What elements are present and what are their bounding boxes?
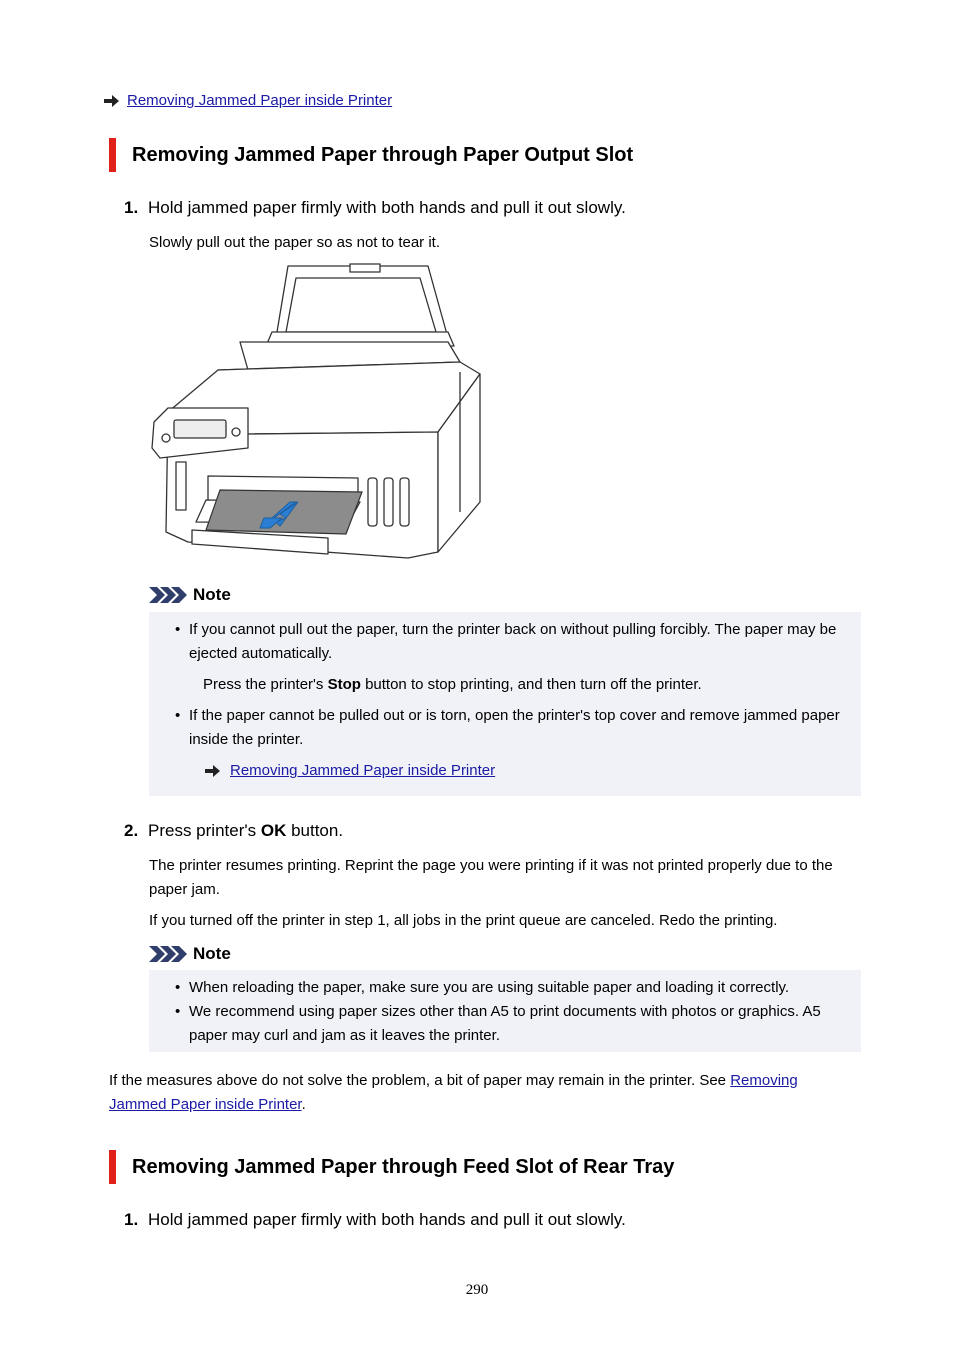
note-item-subtext — [189, 673, 853, 697]
step-2 — [124, 821, 343, 841]
section-title: Removing Jammed Paper through Feed Slot of Rear Tray — [132, 1155, 675, 1178]
heading-accent-bar — [109, 138, 116, 172]
step-number: 1. — [124, 1210, 139, 1229]
arrow-right-icon — [104, 95, 119, 107]
subtext-post: button to stop printing, and then turn off the printer. — [360, 676, 702, 693]
subtext-pre: Press the printer's — [203, 676, 328, 693]
removing-jammed-paper-link[interactable]: Removing Jammed Paper inside Printer — [230, 762, 496, 779]
step-text: Hold jammed paper firmly with both hands and pull it out slowly. — [148, 198, 626, 217]
stop-button-label: Stop — [327, 676, 361, 693]
step-text — [148, 821, 343, 841]
step-1 — [124, 1210, 626, 1230]
section-title: Removing Jammed Paper through Paper Output Slot — [132, 143, 634, 166]
note-item — [175, 704, 853, 783]
section-heading-output-slot — [109, 138, 633, 172]
ok-button-label: OK — [260, 821, 287, 840]
note-heading — [149, 944, 231, 964]
fallback-text-end: . — [301, 1096, 306, 1113]
step-text: Hold jammed paper firmly with both hands and pull it out slowly. — [148, 1210, 626, 1229]
note-item — [175, 618, 853, 697]
printer-paper-jam-illustration — [148, 262, 482, 562]
note-heading — [149, 585, 231, 605]
note-item: • When reloading the paper, make sure you are using suitable paper and loading it correctly. — [175, 976, 853, 1000]
heading-accent-bar — [109, 1150, 116, 1184]
arrow-right-icon — [205, 765, 220, 777]
note-chevrons-icon — [149, 587, 187, 603]
note-label: Note — [193, 944, 231, 963]
note-label: Note — [193, 585, 231, 604]
step-1-detail: Slowly pull out the paper so as not to tear it. — [149, 234, 440, 251]
step-text-pre: Press printer's — [148, 821, 261, 840]
note-item-text: If you cannot pull out the paper, turn the printer back on without pulling forcibly. The paper may be ejected automatically. — [189, 621, 837, 662]
fallback-text: If the measures above do not solve the problem, a bit of paper may remain in the printer. See — [109, 1072, 731, 1089]
step-text-post: button. — [286, 821, 344, 840]
top-related-link — [104, 92, 392, 109]
page-number: 290 — [465, 1282, 489, 1298]
removing-jammed-paper-link[interactable]: Removing Jammed Paper inside Printer — [127, 92, 393, 109]
note-related-link — [189, 759, 853, 783]
step-number: 2. — [124, 821, 139, 840]
note-chevrons-icon — [149, 946, 187, 962]
note-item-text: If the paper cannot be pulled out or is torn, open the printer's top cover and remove jammed paper inside the printer. — [189, 707, 840, 748]
step-number: 1. — [124, 198, 139, 217]
step-2-detail-2: If you turned off the printer in step 1, all jobs in the print queue are canceled. Redo the printing. — [149, 912, 778, 929]
step-1 — [124, 198, 626, 218]
note-item: • We recommend using paper sizes other than A5 to print documents with photos or graphics. A5 paper may curl and jam as it leaves the printer. — [175, 1000, 853, 1048]
fallback-paragraph — [109, 1069, 859, 1117]
note-box-2 — [149, 970, 861, 1052]
step-2-detail-1: The printer resumes printing. Reprint the page you were printing if it was not printed properly due to the paper jam. — [149, 857, 833, 898]
removing-jammed-paper-link[interactable]: Removing Jammed Paper inside Printer — [109, 1072, 798, 1113]
section-heading-rear-tray — [109, 1150, 674, 1184]
note-box-1 — [149, 612, 861, 796]
